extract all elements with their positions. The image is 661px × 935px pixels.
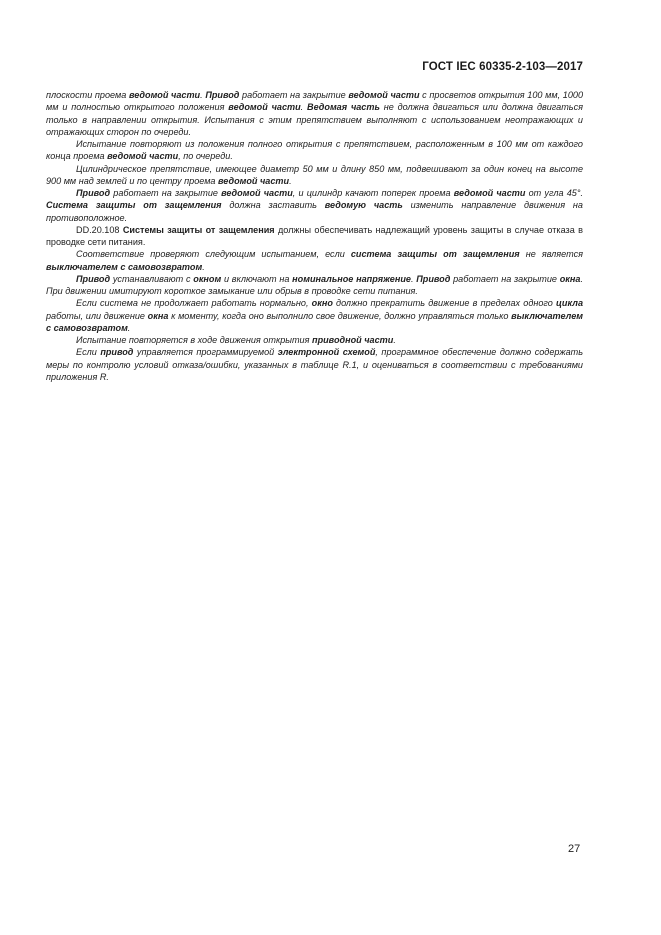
defined-term: ведомой части: [218, 175, 290, 186]
defined-term: Привод: [76, 188, 111, 198]
defined-term: выключателем с самовозвратом: [46, 261, 203, 272]
text-run: плоскости проема: [46, 90, 129, 100]
defined-term: электронной схемой: [277, 347, 376, 358]
text-run: Цилиндрическое препятствие, имеющее диаметр 50 мм и длину 850 мм, подвешивают за один конец на высоте 900 мм над землей и по центру проема: [46, 163, 583, 186]
paragraph: [46, 163, 583, 188]
defined-term: окна: [147, 310, 169, 321]
text-run: . При движении имитируют короткое замыкание или обрыв в проводке сети питания.: [46, 273, 583, 296]
text-run: изменить направление движения на противоположное.: [46, 200, 583, 223]
text-run: .: [289, 175, 292, 186]
text-run: , и цилиндр качают поперек проема: [292, 188, 454, 198]
paragraph: [46, 187, 583, 224]
text-run: и включают на: [221, 273, 293, 284]
defined-term: цикла: [556, 298, 583, 309]
text-run: должна заставить: [221, 200, 325, 211]
text-run: .: [127, 322, 131, 333]
defined-term: ведомой части: [128, 90, 201, 100]
text-run: DD.20.108: [76, 224, 123, 235]
defined-term: ведомой части: [228, 102, 301, 113]
defined-term: Привод: [416, 273, 451, 284]
defined-term: система защиты от защемления: [350, 249, 520, 260]
text-run: не является: [519, 249, 583, 260]
paragraph: [46, 89, 583, 138]
text-run: с просветов открытия 100 мм, 1000 мм и полностью открытого положения: [46, 90, 584, 113]
defined-term: номинальное напряжение: [292, 273, 411, 284]
text-run: Если: [76, 347, 101, 358]
text-run: Испытание повторяют из положения полного открытия с препятствием, расположенным в 100 мм от каждого конца проема: [46, 139, 583, 162]
paragraph: [46, 297, 583, 334]
clause-dd-20-108: [46, 224, 583, 249]
text-run: , по очереди.: [178, 151, 233, 162]
defined-term: ведомой части: [453, 188, 526, 198]
paragraph: [46, 248, 583, 273]
text-run: должны обеспечивать надлежащий уровень защиты в случае отказа в проводке сети питания.: [46, 224, 583, 247]
text-run: работы, или движение: [46, 310, 148, 321]
defined-term: ведомой части: [348, 90, 420, 100]
defined-term: Система защиты от защемления: [46, 200, 222, 211]
defined-term: Ведомая часть: [307, 102, 380, 113]
defined-term: приводной части: [312, 335, 394, 345]
page-number: 27: [568, 843, 581, 855]
text-run: не должна двигаться или должна двигаться только в направлении открытия. Испытания с этим препятствием выполняют с использованием неотражающих и отражающих сторон по очереди.: [46, 102, 583, 137]
document-header-standard-id: ГОСТ IEC 60335-2-103—2017: [422, 61, 583, 73]
document-body: [46, 89, 583, 383]
text-run: .: [410, 273, 417, 284]
defined-term: окном: [193, 273, 222, 284]
text-run: .: [202, 261, 205, 272]
text-run: устанавливают с: [110, 273, 194, 284]
defined-term: Привод: [205, 90, 240, 100]
defined-term: ведомой части: [221, 188, 293, 198]
defined-term: Привод: [76, 273, 111, 284]
text-run: должно прекратить движение в пределах одного: [332, 298, 557, 309]
defined-term: ведомую часть: [324, 200, 403, 211]
text-run: от угла 45°.: [525, 188, 583, 198]
paragraph: [46, 346, 583, 383]
defined-term: ведомой части: [107, 151, 179, 162]
text-run: Испытание повторяется в ходе движения открытия: [76, 335, 313, 345]
defined-term: Системы защиты от защемления: [122, 224, 275, 235]
text-run: работает на закрытие: [110, 188, 222, 198]
defined-term: привод: [100, 347, 134, 358]
text-run: .: [300, 102, 308, 113]
text-run: работает на закрытие: [239, 90, 349, 100]
text-run: , программное обеспечение должно содержать меры по контролю условий отказа/ошибки, указанных в таблице R.1, и оцениваться в соответствии с требованиями приложения R.: [46, 347, 584, 382]
text-run: работает на закрытие: [450, 273, 560, 284]
text-run: .: [200, 90, 206, 100]
text-run: Если система не продолжает работать нормально,: [76, 298, 312, 309]
text-run: .: [393, 335, 396, 345]
paragraph: [46, 334, 583, 346]
defined-term: окно: [311, 298, 333, 309]
defined-term: выключателем с самовозвратом: [46, 310, 583, 333]
paragraph: [46, 273, 583, 298]
paragraph: [46, 138, 583, 163]
text-run: Соответствие проверяют следующим испытанием, если: [76, 249, 351, 260]
text-run: управляется программируемой: [133, 347, 278, 358]
text-run: к моменту, когда оно выполнило свое движение, должно управляться только: [168, 310, 512, 321]
defined-term: окна: [559, 273, 581, 284]
